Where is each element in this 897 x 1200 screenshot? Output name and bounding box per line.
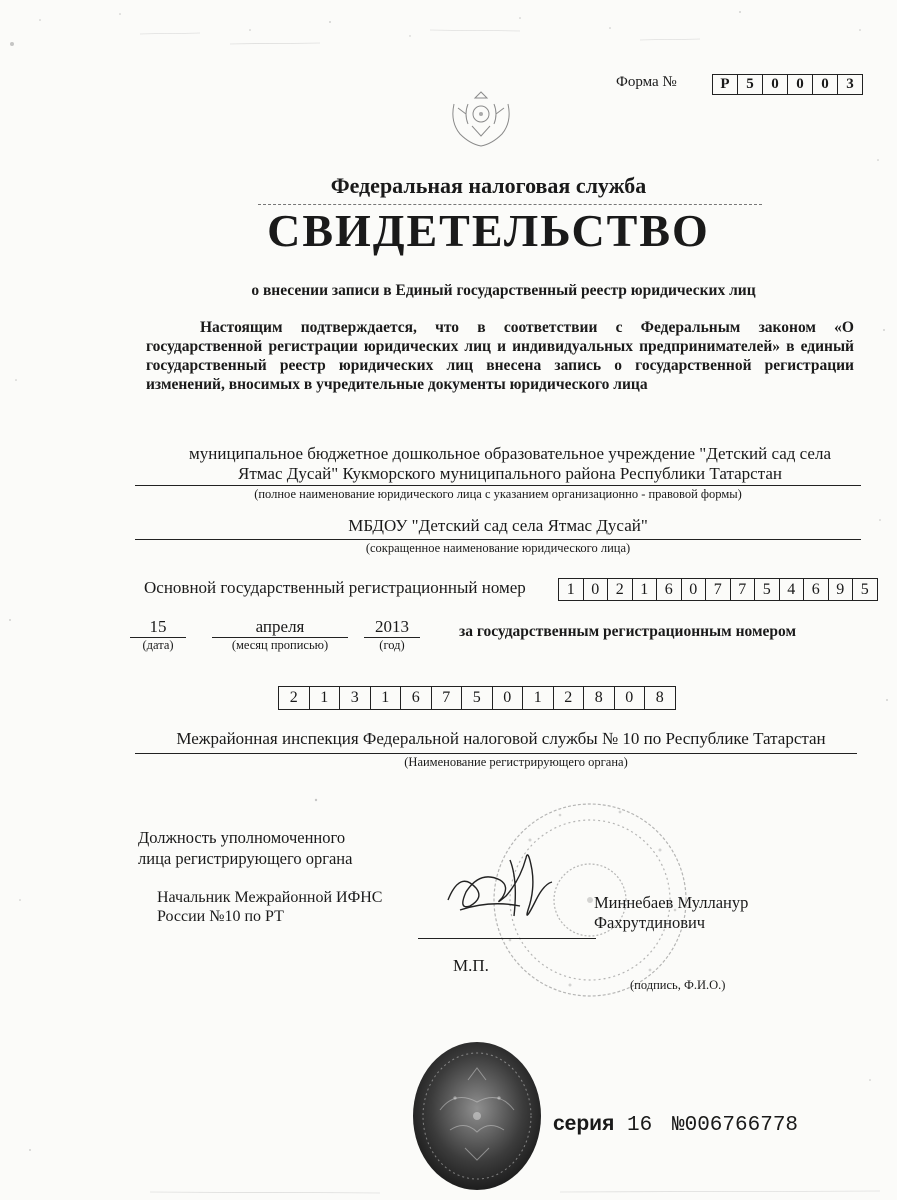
digit-box: 0 [493, 687, 524, 709]
digit-box: 6 [657, 579, 682, 600]
authorized-person-title [138, 827, 352, 869]
field-underline [135, 485, 861, 486]
registering-authority: Межрайонная инспекция Федеральной налоговой службы № 10 по Республике Татарстан [176, 729, 826, 748]
series-value: 16 [627, 1114, 653, 1137]
digit-box: 5 [462, 687, 493, 709]
authorized-person-name [594, 893, 748, 933]
name-line: Миннебаев Мулланур [594, 893, 749, 912]
form-number-boxes [712, 74, 863, 95]
certificate-number: №006766778 [672, 1114, 799, 1137]
digit-box: 0 [615, 687, 646, 709]
digit-box: 9 [829, 579, 854, 600]
digit-box: 0 [813, 75, 838, 94]
digit-box: 4 [780, 579, 805, 600]
hologram-seal [410, 1040, 545, 1192]
digit-box: 0 [584, 579, 609, 600]
digit-box: 6 [804, 579, 829, 600]
date-day: 15 [149, 617, 167, 636]
grn-number-boxes [278, 686, 676, 710]
digit-box: 2 [279, 687, 310, 709]
day-caption: (дата) [142, 638, 174, 652]
digit-box: 1 [523, 687, 554, 709]
digit-box: 5 [738, 75, 763, 94]
title-line: лица регистрирующего органа [138, 849, 353, 868]
digit-box: 5 [860, 581, 869, 598]
year-caption: (год) [379, 638, 405, 652]
digit-box: 3 [846, 76, 854, 92]
title-line: Должность уполномоченного [138, 828, 346, 847]
position-line: России №10 по РТ [157, 908, 284, 925]
digit-box: 7 [731, 579, 756, 600]
digit-box: 8 [655, 689, 664, 706]
entity-full-name [150, 444, 870, 484]
signature-underline [418, 938, 596, 939]
digit-box: 6 [401, 687, 432, 709]
digit-box: Р [713, 75, 738, 94]
stamp-place-label: М.П. [453, 956, 489, 975]
agency-name: Федеральная налоговая служба [330, 173, 647, 198]
digit-box: 0 [788, 75, 813, 94]
digit-box: 7 [706, 579, 731, 600]
entity-full-name-line1: муниципальное бюджетное дошкольное образовательное учреждение "Детский сад села [188, 444, 831, 463]
signature-caption: (подпись, Ф.И.О.) [630, 978, 726, 992]
series-label: серия [553, 1112, 615, 1135]
handwritten-signature [440, 840, 580, 935]
coat-of-arms-icon [444, 84, 518, 152]
digit-box: 1 [633, 579, 658, 600]
digit-box: 5 [755, 579, 780, 600]
digit-box: 0 [682, 579, 707, 600]
digit-box: 1 [310, 687, 341, 709]
month-caption: (месяц прописью) [231, 638, 329, 652]
field-underline [135, 539, 861, 540]
entity-full-name-line2: Ятмас Дусай" Кукморского муниципального района Республики Татарстан [238, 464, 782, 483]
short-name-caption: (сокращенное наименование юридического лица) [365, 541, 631, 555]
digit-box: 1 [371, 687, 402, 709]
field-underline [135, 753, 857, 754]
date-month: апреля [255, 617, 305, 636]
document-subtitle: о внесении записи в Единый государственный реестр юридических лиц [251, 282, 756, 299]
digit-box: 2 [554, 687, 585, 709]
ogrn-label: Основной государственный регистрационный номер [144, 578, 526, 597]
full-name-caption: (полное наименование юридического лица с указанием организационно - правовой формы) [254, 487, 742, 501]
authority-caption: (Наименование регистрирующего органа) [404, 755, 628, 769]
date-year: 2013 [375, 617, 409, 636]
registration-number-label: за государственным регистрационным номером [459, 623, 797, 640]
name-line: Фахрутдинович [594, 913, 706, 932]
ogrn-number-boxes [558, 578, 878, 601]
entity-short-name: МБДОУ "Детский сад села Ятмас Дусай" [348, 516, 648, 535]
position-line: Начальник Межрайонной ИФНС [157, 889, 383, 906]
digit-box: 3 [340, 687, 371, 709]
document-title: СВИДЕТЕЛЬСТВО [267, 205, 710, 256]
digit-box: 0 [763, 75, 788, 94]
digit-box: 2 [608, 579, 633, 600]
digit-box: 8 [584, 687, 615, 709]
form-label: Форма № [616, 74, 677, 90]
digit-box: 1 [559, 579, 584, 600]
authorized-person-position [157, 888, 382, 926]
digit-box: 7 [432, 687, 463, 709]
confirmation-paragraph: Настоящим подтверждается, что в соответствии с Федеральным законом «О государственной регистрации юридических лиц и индивидуальных предпринимателей» в единый государственный реестр юридических лиц внесена запись о государственной регистрации изменений, вносимых в учредительные документы юридического лица [146, 319, 854, 393]
